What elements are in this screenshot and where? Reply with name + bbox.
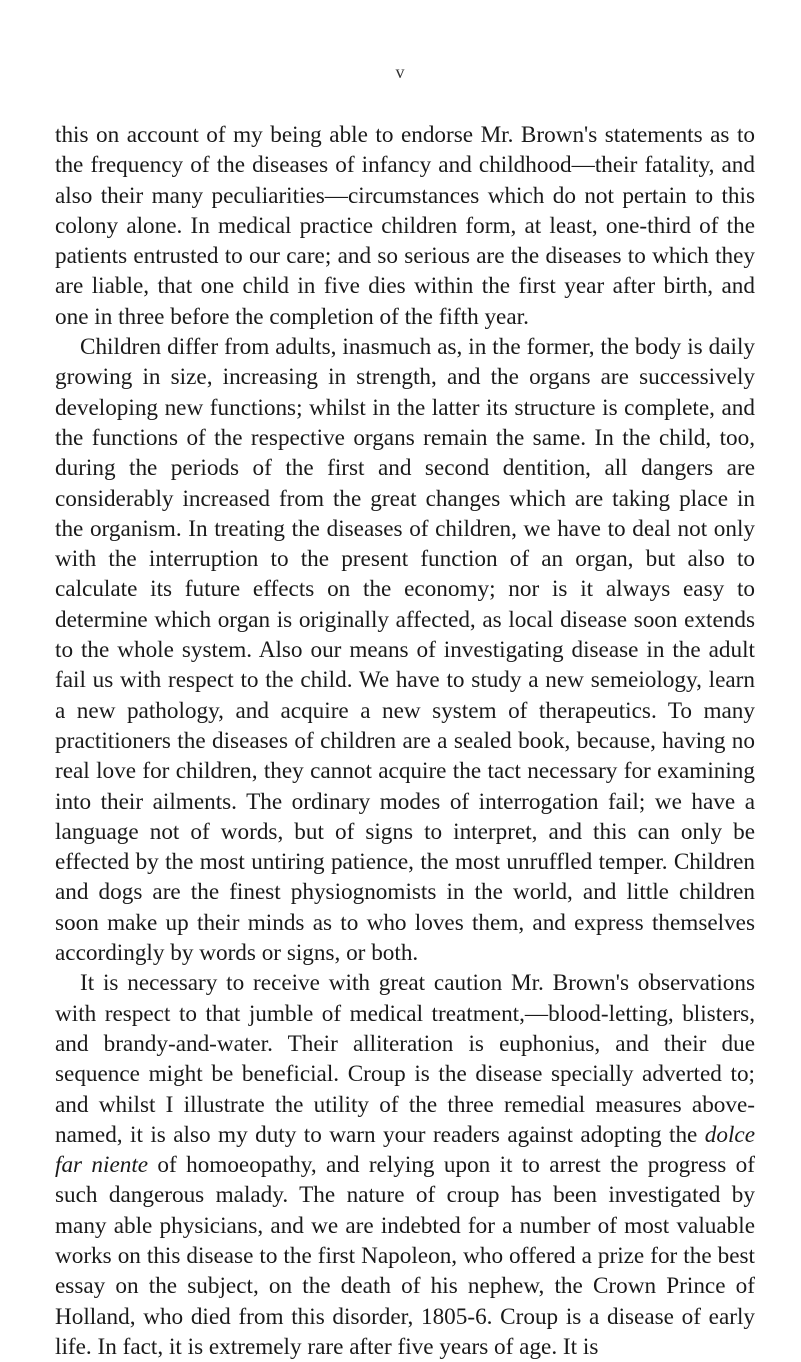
paragraph-text: It is necessary to receive with great caution Mr. Brown's observations with respect to that jumble of medical treatment,—blood-letting, blisters, and brandy-and-water. Their alliteration is euphonius, and their due sequence might be beneficial. Croup is the disease specially adverted to; and whilst I illustrate the utility of the three remedial measures above-named, it is also my duty to warn your readers against adopting the (55, 970, 755, 1148)
paragraph-text: this on account of my being able to endorse Mr. Brown's statements as to the frequency of the diseases of infancy and childhood—their fatality, and also their many peculiarities—circumstances which do not pertain to this colony alone. In medical practice children form, at least, one-third of the patients entrusted to our care; and so serious are the diseases to which they are liable, that one child in five dies within the first year after birth, and one in three before the completion of the fifth year. (55, 122, 755, 330)
paragraph-text: of homoeopathy, and relying upon it to arrest the progress of such dangerous malady. The nature of croup has been investigated by many able physicians, and we are indebted for a number of most valuable works on this disease to the first Napoleon, who offered a prize for the best essay on the subject, on the death of his nephew, the Crown Prince of Holland, who died from this disorder, 1805-6. Croup is a disease of early life. In fact, it is extremely rare after five years of age. It is (55, 1152, 755, 1360)
paragraph (55, 120, 755, 332)
paragraph-text: Children differ from adults, inasmuch as, in the former, the body is daily growing in size, increasing in strength, and the organs are successively developing new functions; whilst in the latter its structure is complete, and the functions of the respective organs remain the same. In the child, too, during the periods of the first and second dentition, all dangers are considerably increased from the great changes which are taking place in the organism. In treating the diseases of children, we have to deal not only with the interruption to the present function of an organ, but also to calculate its future effects on the economy; nor is it always easy to determine which organ is originally affected, as local disease soon extends to the whole system. Also our means of investigating disease in the adult fail us with respect to the child. We have to study a new semeiology, learn a new pathology, and acquire a new system of therapeutics. To many practitioners the diseases of children are a sealed book, because, having no real love for children, they cannot acquire the tact necessary for examining into their ailments. The ordinary modes of interrogation fail; we have a language not of words, but of signs to interpret, and this can only be effected by the most untiring patience, the most unruffled temper. Children and dogs are the finest physiognomists in the world, and little children soon make up their minds as to who loves them, and express themselves accordingly by words or signs, or both. (55, 334, 755, 967)
paragraph (55, 332, 755, 968)
italic-phrase: dolce far niente (55, 1121, 755, 1179)
page-number: v (395, 62, 406, 82)
paragraph (55, 968, 755, 1362)
body-text (55, 120, 755, 1362)
